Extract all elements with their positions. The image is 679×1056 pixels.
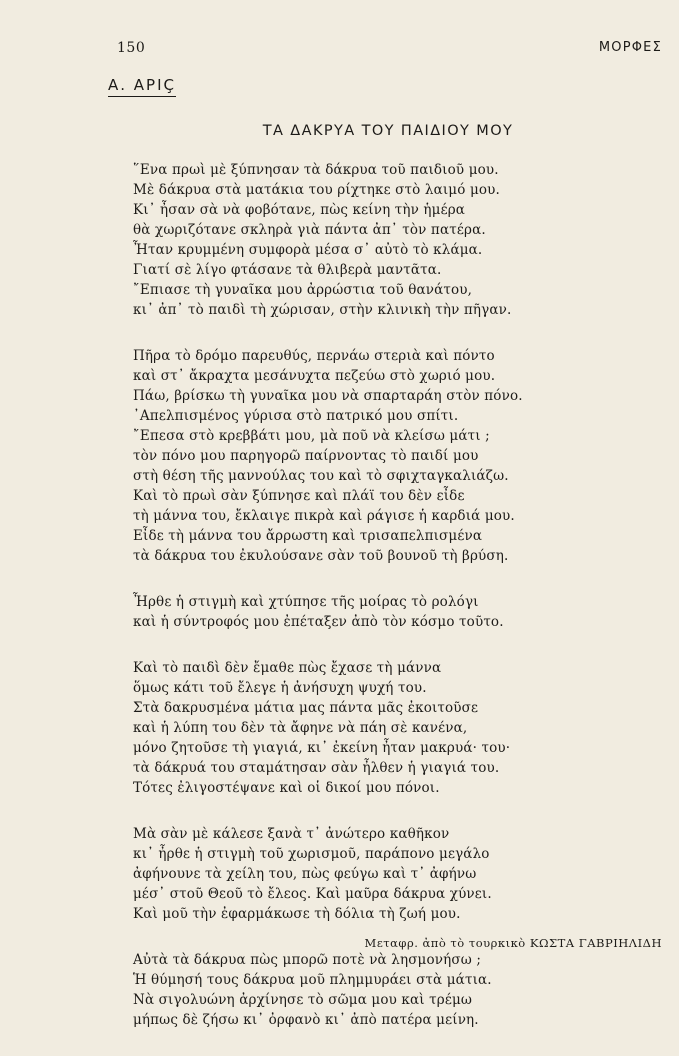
poem-line: Ἦρθε ἡ στιγμὴ καὶ χτύπησε τῆς μοίρας τὸ ρολόγι [133,594,479,610]
poem-line: Πῆρα τὸ δρόμο παρευθύς, περνάω στεριὰ καὶ πόντο [133,348,495,364]
poem-line: στὴ θέση τῆς μαννούλας του καὶ τὸ σφιχταγκαλιάζω. [133,468,509,484]
poem-line: Εἶδε τὴ μάννα του ἄρρωστη καὶ τρισαπελπισμένα [133,528,483,544]
poem-line: ῎Επεσα στὸ κρεββάτι μου, μὰ ποῦ νὰ κλείσω μάτι ; [133,428,490,444]
stanza [133,592,653,632]
poem-line: Καὶ τὸ πρωὶ σὰν ξύπνησε καὶ πλάϊ του δὲν εἶδε [133,488,465,504]
poem-line: μήπως δὲ ζήσω κι᾿ ὀρφανὸ κι᾿ ἀπὸ πατέρα μείνη. [133,1012,479,1028]
running-header-journal: ΜΟΡΦΕΣ [598,40,662,55]
poem-line: Πάω, βρίσκω τὴ γυναῖκα μου νὰ σπαρταράη στὸν πόνο. [133,388,523,404]
poem-line: κι᾿ ἦρθε ἡ στιγμὴ τοῦ χωρισμοῦ, παράπονο μεγάλο [133,846,490,862]
poem-line: καὶ στ᾿ ἄκραχτα μεσάνυχτα πεζεύω στὸ χωριό μου. [133,368,496,384]
poem-line: Αὐτὰ τὰ δάκρυα πὼς μπορῶ ποτὲ νὰ λησμονήσω ; [133,952,482,968]
poem-title: ΤΑ ΔΑΚΡΥΑ ΤΟΥ ΠΑΙΔΙΟΥ ΜΟΥ [262,123,514,139]
poem-line: θὰ χωριζότανε σκληρὰ γιὰ πάντα ἀπ᾿ τὸν πατέρα. [133,222,486,238]
stanza [133,160,653,320]
poem-line: μέσ᾿ στοῦ Θεοῦ τὸ ἔλεος. Καὶ μαῦρα δάκρυα χύνει. [133,886,492,902]
poem-line: Στὰ δακρυσμένα μάτια μας πάντα μᾶς ἐκοιτοῦσε [133,700,479,716]
poem-line: Μὲ δάκρυα στὰ ματάκια του ρίχτηκε στὸ λαιμό μου. [133,182,500,198]
poem-line: τὸν πόνο μου παρηγορῶ παίρνοντας τὸ παιδί μου [133,448,479,464]
poem-line: ᾿Απελπισμένος γύρισα στὸ πατρικό μου σπίτι. [133,408,459,424]
poem-line: μόνο ζητοῦσε τὴ γιαγιά, κι᾿ ἐκείνη ἦταν μακρυά· του· [133,740,511,756]
poem-line: καὶ ἡ σύντροφός μου ἐπέταξεν ἀπὸ τὸν κόσμο τοῦτο. [133,614,504,630]
poem-line: τὰ δάκρυά του σταμάτησαν σὰν ἦλθεν ἡ γιαγιά του. [133,760,500,776]
poem-line: Ἡ θύμησή τους δάκρυα μοῦ πλημμυράει στὰ μάτια. [133,972,492,988]
stanza [133,658,653,798]
poem-line: ἀφήνουνε τὰ χείλη του, πὼς φεύγω καὶ τ᾿ ἀφήνω [133,866,477,882]
poem-line: Γιατί σὲ λίγο φτάσανε τὰ θλιβερὰ μαντᾶτα. [133,262,442,278]
poem-line: Νὰ σιγολυώνη ἀρχίνησε τὸ σῶμα μου καὶ τρέμω [133,992,473,1008]
poem-line: τὴ μάννα του, ἔκλαιγε πικρὰ καὶ ράγισε ἡ καρδιά μου. [133,508,515,524]
poem-line: καὶ ἡ λύπη του δὲν τὰ ἄφηνε νὰ πάη σὲ κανένα, [133,720,468,736]
poem-line: τὰ δάκρυα του ἐκυλούσανε σὰν τοῦ βουνοῦ τὴ βρύση. [133,548,509,564]
poem-body [133,160,653,1056]
translator-note: Μεταφρ. ἀπὸ τὸ τουρκικὸ ΚΩΣΤΑ ΓΑΒΡΙΗΛΙΔΗ [364,936,662,950]
poem-line: κι᾿ ἀπ᾿ τὸ παιδὶ τὴ χώρισαν, στὴν κλινικὴ τὴν πῆγαν. [133,302,512,318]
poem-line: Ἦταν κρυμμένη συμφορὰ μέσα σ᾿ αὐτὸ τὸ κλάμα. [133,242,483,258]
poem-line: ὅμως κάτι τοῦ ἔλεγε ἡ ἀνήσυχη ψυχή του. [133,680,427,696]
poem-line: ῎Επιασε τὴ γυναῖκα μου ἀρρώστια τοῦ θανάτου, [133,282,473,298]
page-number: 150 [117,40,146,56]
stanza [133,346,653,566]
poem-line: ῞Ενα πρωὶ μὲ ξύπνησαν τὰ δάκρυα τοῦ παιδιοῦ μου. [133,162,499,178]
poem-line: Τότες ἐλιγοστέψανε καὶ οἱ δικοί μου πόνοι. [133,780,440,796]
poem-line: Καὶ μοῦ τὴν ἐφαρμάκωσε τὴ δόλια τὴ ζωή μου. [133,906,461,922]
stanza [133,824,653,924]
poem-line: Κι᾿ ἦσαν σὰ νὰ φοβότανε, πὼς κείνη τὴν ἡμέρα [133,202,466,218]
stanza [133,950,653,1030]
poem-line: Μὰ σὰν μὲ κάλεσε ξανὰ τ᾿ ἀνώτερο καθῆκον [133,826,450,842]
poem-line: Καὶ τὸ παιδὶ δὲν ἔμαθε πὼς ἔχασε τὴ μάννα [133,660,442,676]
author-name: Α. ΑΡΙÇ [108,76,176,97]
